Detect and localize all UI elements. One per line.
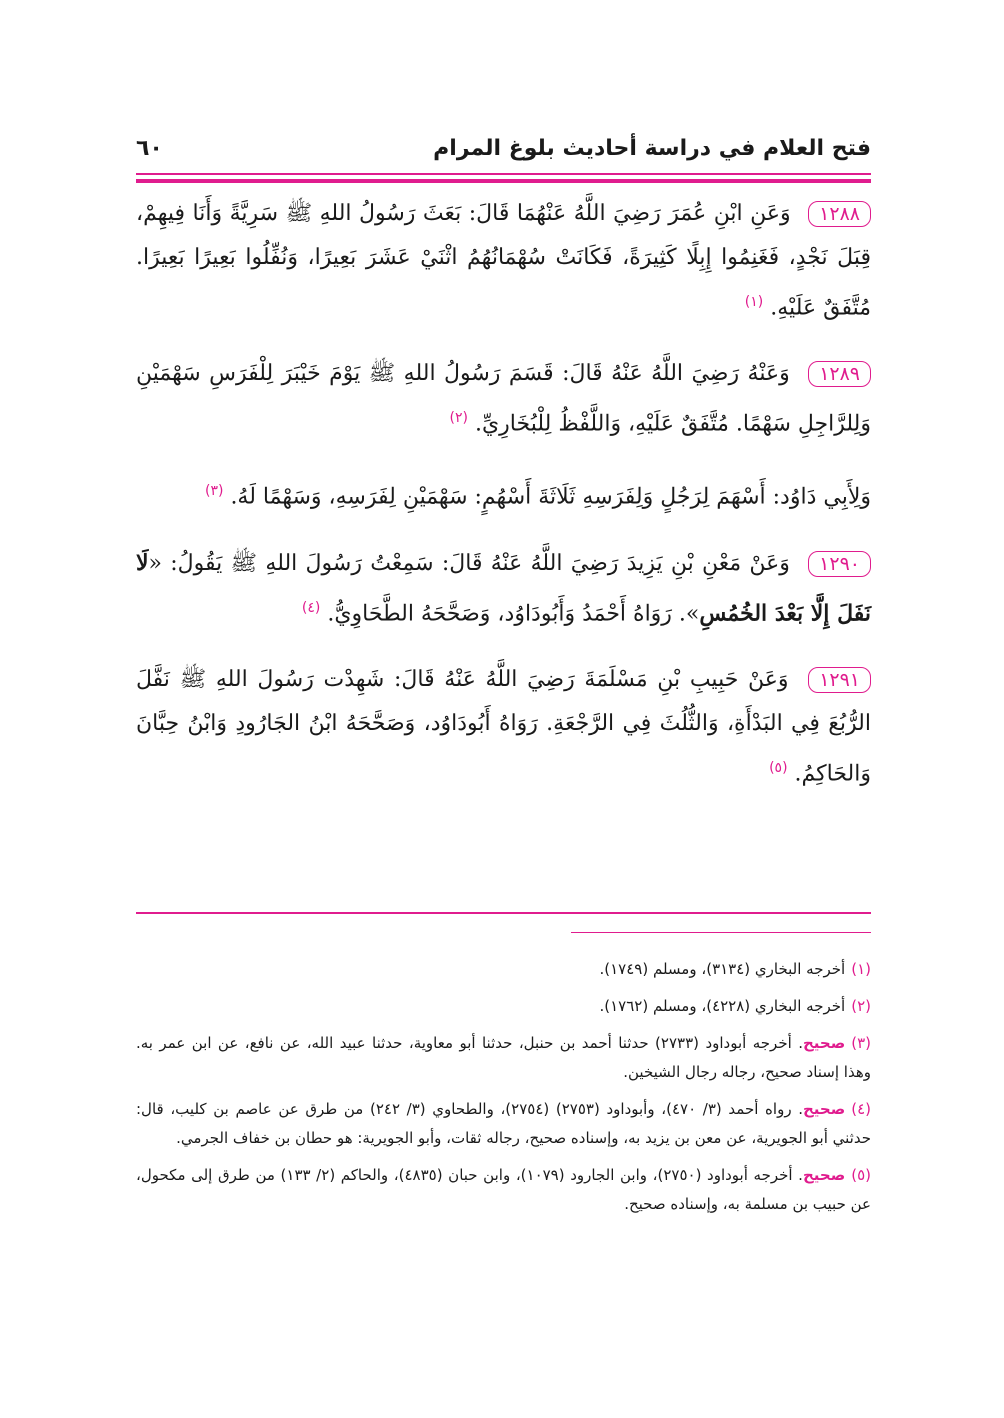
footnote-number: (٥) [851, 1166, 871, 1184]
header-rule-thick [136, 179, 871, 183]
footnote-ref[interactable]: (٥) [769, 760, 788, 777]
footnote [136, 992, 871, 1021]
footnote-ref[interactable]: (٣) [204, 482, 224, 499]
hadith-paragraph [136, 192, 871, 330]
footnote-number: (٤) [851, 1100, 872, 1118]
hadith-text: وَعَنِ ابْنِ عُمَرَ رَضِيَ اللَّهُ عَنْهُمَا قَالَ: بَعَثَ رَسُولُ اللهِ ﷺ سَرِيَّةً وَأَنَا فِيهِمْ، قِبَلَ نَجْدٍ، فَغَنِمُوا إِبِلًا كَثِيرَةً، فَكَانَتْ سُهْمَانُهُمُ اثْنَيْ عَشَرَ بَعِيرًا، وَنُفِّلُوا بَعِيرًا بَعِيرًا. مُتَّفَقٌ عَلَيْهِ. [136, 201, 871, 321]
footnote-text: أخرجه البخاري (٣١٣٤)، ومسلم (١٧٤٩). [599, 960, 846, 978]
hadith-paragraph [136, 352, 871, 446]
hadith-text-after: ». رَوَاهُ أَحْمَدُ وَأَبُودَاوُد، وَصَحَّحَهُ الطَّحَاوِيُّ. [327, 601, 700, 627]
footnote-text: . أخرجه أبوداود (٢٧٥٠)، وابن الجارود (١٠٧٩)، وابن حبان (٤٨٣٥)، والحاكم (٢/ ١٣٣) من طرق إلى مكحول، عن حبيب بن مسلمة به، وإسناده صحيح. [136, 1166, 871, 1213]
footnote-number: (٢) [851, 997, 871, 1015]
page-number: ٦٠ [136, 135, 163, 161]
page-header [136, 128, 871, 168]
footnote-grade: صحيح [802, 1166, 846, 1184]
hadith-paragraph [136, 658, 871, 796]
hadith-number-badge: ١٢٨٩ [808, 361, 871, 387]
footnote-grade: صحيح [802, 1100, 846, 1118]
footnote-grade: صحيح [802, 1034, 846, 1052]
book-title: فتح العلام في دراسة أحاديث بلوغ المرام [433, 135, 871, 161]
footnote-ref[interactable]: (١) [744, 294, 764, 310]
header-rule-thin [136, 173, 871, 175]
footnote-separator [136, 912, 871, 914]
hadith-text: وَلِأَبِي دَاوُد: أَسْهَمَ لِرَجُلٍ وَلِفَرَسِهِ ثَلَاثَةَ أَسْهُمٍ: سَهْمَيْنِ لِفَرَسِهِ، وَسَهْمًا لَهُ. [230, 483, 871, 509]
hadith-text: وَعَنْهُ رَضِيَ اللَّهُ عَنْهُ قَالَ: قَسَمَ رَسُولُ اللهِ ﷺ يَوْمَ خَيْبَرَ لِلْفَرَسِ سَهْمَيْنِ وَلِلرَّاجِلِ سَهْمًا. مُتَّفَقٌ عَلَيْهِ، وَاللَّفْظُ لِلْبُخَارِيِّ. [136, 361, 871, 437]
main-text [136, 192, 871, 819]
hadith-paragraph [136, 541, 871, 636]
footnote-ref[interactable]: (٢) [449, 410, 468, 427]
footnote-ref[interactable]: (٤) [301, 599, 321, 616]
hadith-text: وَعَنْ حَبِيبِ بْنِ مَسْلَمَةَ رَضِيَ اللَّهُ عَنْهُ قَالَ: شَهِدْت رَسُولَ اللهِ ﷺ نَفَّلَ الرُّبُعَ فِي البَدْأَةِ، وَالثُّلُثَ فِي الرَّجْعَةِ. رَوَاهُ أَبُودَاوُد، وَصَحَّحَهُ ابْنُ الجَارُودِ وَابْنُ حِبَّانَ وَالحَاكِمُ. [136, 667, 871, 787]
footnotes [136, 955, 871, 1227]
footnote-text: أخرجه البخاري (٤٢٢٨)، ومسلم (١٧٦٢). [599, 997, 846, 1015]
footnote [136, 1029, 871, 1087]
footnote-number: (٣) [851, 1034, 871, 1052]
footnote-separator-short [571, 932, 871, 933]
footnote-text: . أخرجه أبوداود (٢٧٣٣) حدثنا أحمد بن حنبل، حدثنا أبو معاوية، حدثنا عبيد الله، عن نافع، عن ابن عمر به. وهذا إسناد صحيح، رجاله رجال الشيخين. [136, 1034, 871, 1081]
prophetic-saying: لَا نَفَلَ إِلَّا بَعْدَ الخُمُسِ [136, 549, 871, 627]
footnote-text: . رواه أحمد (٣/ ٤٧٠)، وأبوداود (٢٧٥٣) (٢٧٥٤)، والطحاوي (٣/ ٢٤٢) من طرق عن عاصم بن كليب، قال: حدثني أبو الجويرية، عن معن بن يزيد به، وإسناده صحيح، رجاله ثقات، وأبو الجويرية: هو حطان بن خفاف الجرمي. [136, 1100, 871, 1147]
hadith-number-badge: ١٢٨٨ [808, 201, 871, 227]
footnote-number: (١) [851, 960, 871, 978]
hadith-number-badge: ١٢٩١ [808, 667, 871, 693]
hadith-paragraph [136, 469, 871, 519]
hadith-text: وَعَنْ مَعْنِ بْنِ يَزِيدَ رَضِيَ اللَّهُ عَنْهُ قَالَ: سَمِعْتُ رَسُولَ اللهِ ﷺ يَقُولُ: « [148, 550, 790, 576]
footnote [136, 955, 871, 984]
footnote [136, 1161, 871, 1219]
hadith-number-badge: ١٢٩٠ [808, 551, 871, 577]
footnote [136, 1095, 871, 1153]
